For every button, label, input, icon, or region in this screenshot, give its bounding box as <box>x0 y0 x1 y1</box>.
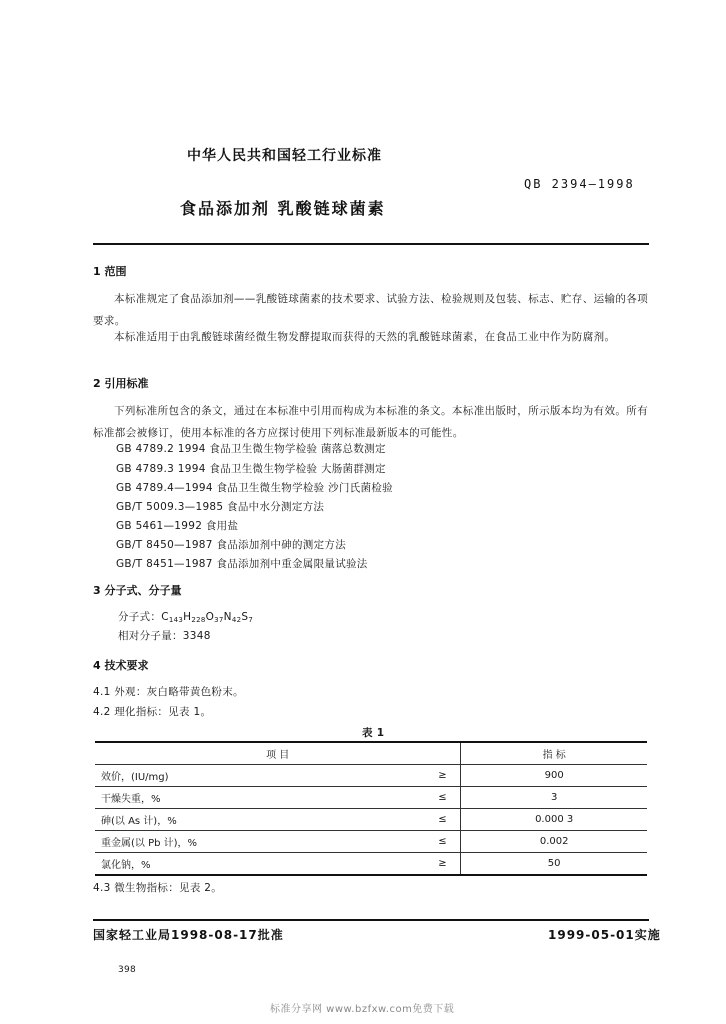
header-rule <box>93 243 649 245</box>
table-caption: 表 1 <box>362 727 385 739</box>
molecular-formula: 分子式：$C_{143}H_{228}O_{37}N_{42}S_7$ <box>118 611 254 624</box>
row-item: 干燥失重，% <box>95 787 424 809</box>
reference-item: GB 4789.2 1994 食品卫生微生物学检验 菌落总数测定 <box>116 443 386 455</box>
row-value: 0.000 3 <box>461 809 647 831</box>
row-item: 砷(以 As 计)，% <box>95 809 424 831</box>
approval-text: 国家轻工业局1998-08-17批准 <box>93 928 284 942</box>
row-item: 重金属(以 Pb 计)，% <box>95 831 424 853</box>
reference-item: GB 4789.4—1994 食品卫生微生物学检验 沙门氏菌检验 <box>116 482 393 494</box>
table-row <box>95 809 647 831</box>
section-1-paragraph-1: 本标准规定了食品添加剂——乳酸链球菌素的技术要求、试验方法、检验规则及包装、标志、贮存、运输的各项要求。 <box>93 293 649 327</box>
page-number: 398 <box>118 965 137 975</box>
document-title: 食品添加剂 乳酸链球菌素 <box>180 199 386 218</box>
clause-4-3: 4.3 微生物指标：见表 2。 <box>93 882 223 894</box>
watermark: 标准分享网 www.bzfxw.com免费下载 <box>270 1004 455 1015</box>
reference-item: GB/T 5009.3—1985 食品中水分测定方法 <box>116 501 325 513</box>
table-row <box>95 787 647 809</box>
table-header-row <box>95 742 647 765</box>
section-4-title: 4 技术要求 <box>93 659 149 672</box>
row-operator: ≤ <box>424 787 460 809</box>
row-operator: ≥ <box>424 765 460 787</box>
table-row <box>95 831 647 853</box>
industry-standard-heading: 中华人民共和国轻工行业标准 <box>187 148 382 164</box>
reference-item: GB 4789.3 1994 食品卫生微生物学检验 大肠菌群测定 <box>116 463 386 475</box>
row-operator: ≤ <box>424 831 460 853</box>
row-operator: ≥ <box>424 853 460 876</box>
table-row <box>95 853 647 876</box>
table-header-item: 项 目 <box>95 742 461 765</box>
row-operator: ≤ <box>424 809 460 831</box>
molecular-weight: 相对分子量：3348 <box>118 630 211 642</box>
footer-rule <box>93 919 649 921</box>
standard-number: QB 2394—1998 <box>524 177 635 191</box>
row-item: 氯化钠，% <box>95 853 424 876</box>
table-header-index: 指 标 <box>461 742 647 765</box>
row-value: 900 <box>461 765 647 787</box>
reference-item: GB/T 8451—1987 食品添加剂中重金属限量试验法 <box>116 558 368 570</box>
section-2-paragraph: 下列标准所包含的条文，通过在本标准中引用而构成为本标准的条文。本标准出版时，所示版本均为有效。所有标准都会被修订，使用本标准的各方应探讨使用下列标准最新版本的可能性。 <box>93 405 649 439</box>
clause-4-2: 4.2 理化指标：见表 1。 <box>93 706 212 718</box>
clause-4-1: 4.1 外观：灰白略带黄色粉末。 <box>93 686 244 698</box>
row-value: 50 <box>461 853 647 876</box>
section-2-title: 2 引用标准 <box>93 377 149 390</box>
reference-item: GB 5461—1992 食用盐 <box>116 520 239 532</box>
effective-date: 1999-05-01实施 <box>548 928 661 942</box>
row-value: 0.002 <box>461 831 647 853</box>
section-1-paragraph-2: 本标准适用于由乳酸链球菌经微生物发酵提取而获得的天然的乳酸链球菌素，在食品工业中作为防腐剂。 <box>114 331 616 343</box>
row-item: 效价，(IU/mg) <box>95 765 424 787</box>
formula-label: 分子式： <box>118 611 162 623</box>
reference-item: GB/T 8450—1987 食品添加剂中砷的测定方法 <box>116 539 347 551</box>
section-1-title: 1 范围 <box>93 265 127 278</box>
table-1 <box>95 741 647 876</box>
row-value: 3 <box>461 787 647 809</box>
table-row <box>95 765 647 787</box>
section-3-title: 3 分子式、分子量 <box>93 584 182 597</box>
